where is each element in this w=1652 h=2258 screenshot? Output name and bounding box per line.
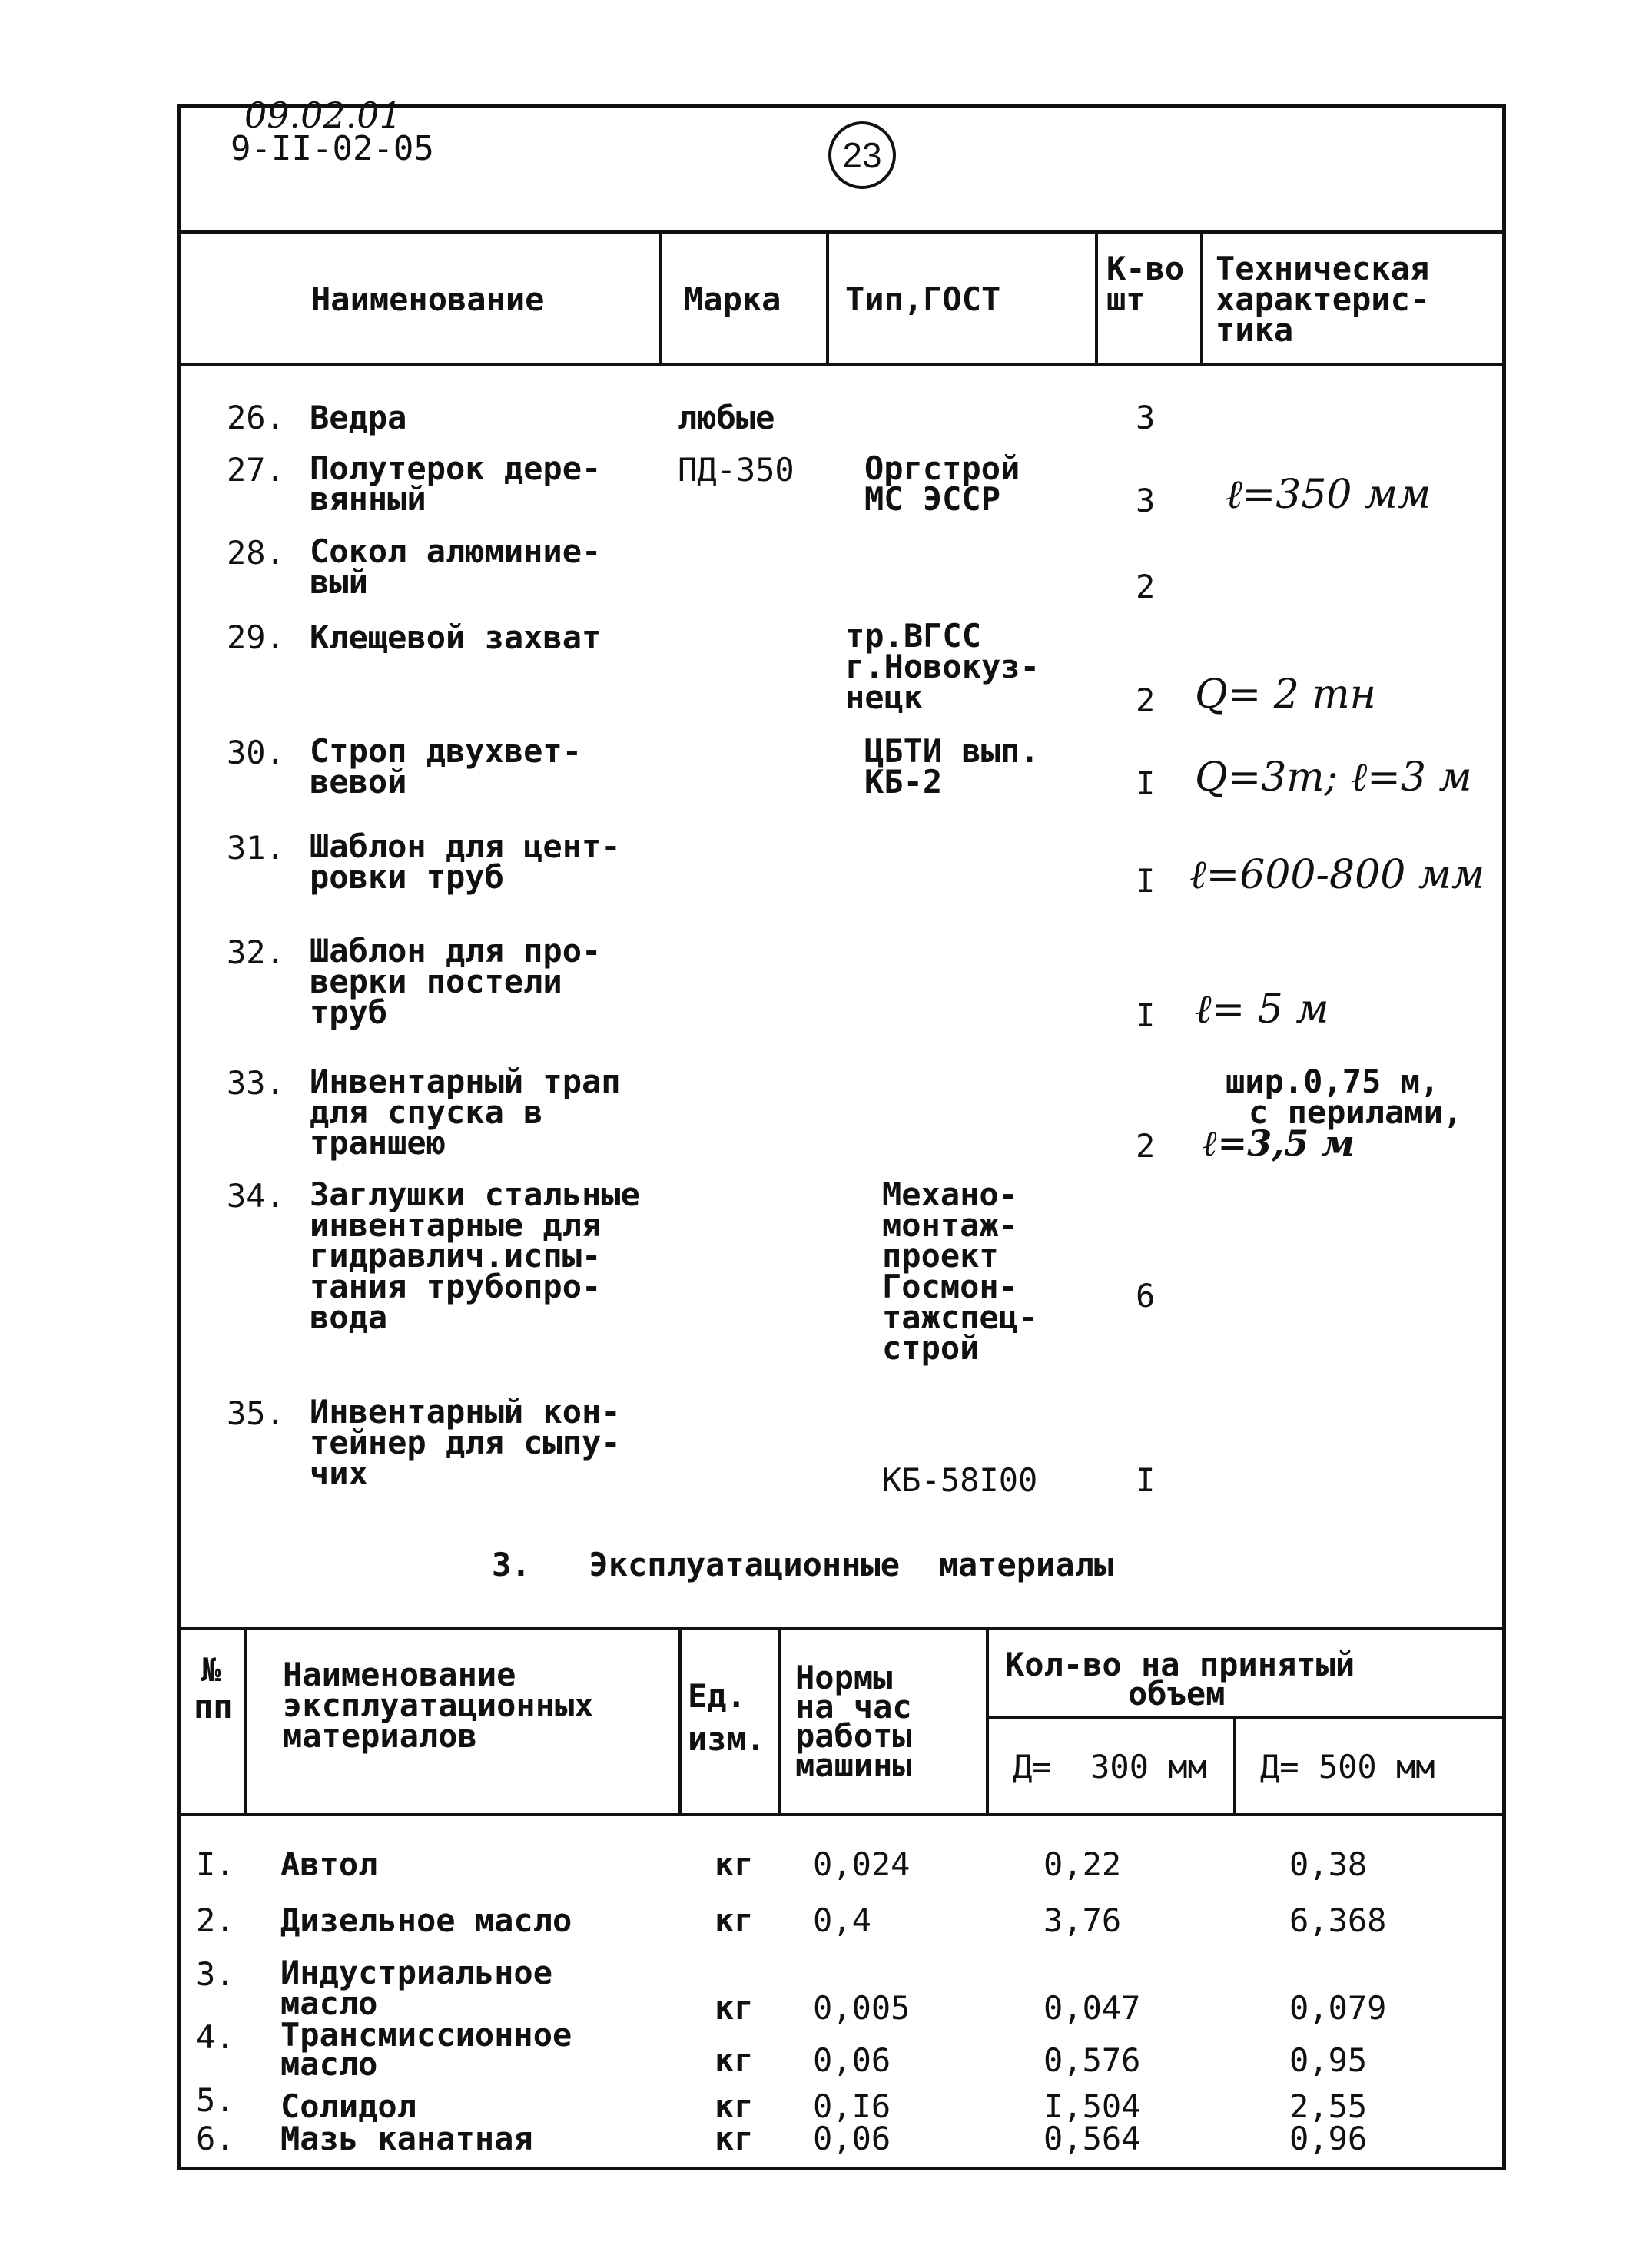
- header-mark: Марка: [684, 280, 781, 318]
- header-qty-line: К-во: [1106, 250, 1185, 287]
- row-number: 35.: [227, 1394, 285, 1432]
- t2-row-d500: 0,95: [1289, 2041, 1368, 2079]
- row-type-line: ЦБТИ вып.: [864, 732, 1040, 770]
- t2-row-d300: 0,047: [1043, 1989, 1141, 2027]
- t2-row-unit: кг: [715, 2087, 754, 2125]
- t2-row-num: 2.: [196, 1902, 235, 1939]
- row-name-line: для спуска в: [310, 1093, 543, 1131]
- t2-header-name: [283, 1656, 594, 1755]
- row-name: [310, 732, 582, 801]
- row-type: [864, 732, 1040, 801]
- row-type-line: КБ-2: [864, 763, 943, 801]
- t2-row-norm: 0,4: [813, 1902, 871, 1939]
- header-type: Тип,ГОСТ: [845, 280, 1001, 318]
- t2-header-d300: Д= 300 мм: [1013, 1748, 1207, 1786]
- row-name-line: траншею: [310, 1124, 446, 1162]
- table1-top-border: [177, 230, 1506, 234]
- t2-row-name: Солидол: [280, 2087, 417, 2125]
- row-mark: любые: [678, 399, 775, 436]
- row-name: [310, 449, 602, 518]
- table1-col-divider: [659, 230, 662, 366]
- row-type-line: Оргстрой: [864, 449, 1020, 487]
- document-code: 9-II-02-05: [231, 129, 434, 168]
- t2-header-norm-line: Нормы: [795, 1659, 893, 1696]
- row-type: [845, 617, 1040, 716]
- section-title: 3. Эксплуатационные материалы: [492, 1546, 1114, 1583]
- t2-row-d300: 0,564: [1043, 2120, 1141, 2157]
- row-name: [310, 1175, 640, 1336]
- row-type-line: г.Новокуз-: [845, 648, 1040, 685]
- t2-row-num: I.: [196, 1845, 235, 1883]
- row-name-line: Инвентарный трап: [310, 1063, 621, 1100]
- table2-header-split: [986, 1716, 1506, 1719]
- t2-row-name-line: Трансмиссионное: [280, 2016, 572, 2054]
- table2-col-divider: [678, 1627, 682, 1816]
- row-qty: I: [1136, 862, 1156, 900]
- row-name-line: Заглушки стальные: [310, 1175, 640, 1213]
- t2-header-qty: [1005, 1646, 1355, 1713]
- row-name-line: вый: [310, 563, 368, 601]
- row-number: 33.: [227, 1064, 285, 1102]
- t2-header-qty-line: объем: [1128, 1675, 1226, 1713]
- row-tech: Q= 2 тн: [1195, 671, 1376, 718]
- row-name-line: инвентарные для: [310, 1206, 602, 1244]
- t2-row-name: Дизельное масло: [280, 1902, 572, 1939]
- t2-row-unit: кг: [715, 1989, 754, 2027]
- t2-header-name-line: эксплуатационных: [283, 1686, 594, 1724]
- table1-col-divider: [826, 230, 829, 366]
- row-name-line: Строп двухвет-: [310, 732, 582, 770]
- t2-row-name: [280, 2016, 572, 2083]
- t2-row-norm: 0,024: [813, 1845, 911, 1883]
- row-qty: 2: [1136, 681, 1156, 719]
- row-name: Ведра: [310, 399, 407, 436]
- t2-row-name-line: Индустриальное: [280, 1954, 553, 1991]
- row-name-line: вода: [310, 1298, 388, 1336]
- row-tech-line: шир.0,75 м,: [1226, 1063, 1440, 1100]
- t2-row-norm: 0,I6: [813, 2087, 891, 2125]
- t2-row-d500: 0,38: [1289, 1845, 1368, 1883]
- t2-row-d300: 3,76: [1043, 1902, 1122, 1939]
- t2-row-d300: 0,576: [1043, 2041, 1141, 2079]
- row-qty: 2: [1136, 1127, 1156, 1165]
- row-type: [864, 449, 1020, 518]
- t2-header-name-line: Наименование: [283, 1656, 516, 1693]
- table1-header-bottom-border: [177, 363, 1506, 366]
- t2-header-name-line: материалов: [283, 1717, 477, 1755]
- t2-row-norm: 0,06: [813, 2041, 891, 2079]
- t2-header-norm-line: на час: [795, 1688, 912, 1726]
- t2-header-unit-line: изм.: [688, 1720, 766, 1758]
- row-qty: 2: [1136, 568, 1156, 605]
- row-qty: 3: [1136, 482, 1156, 519]
- t2-header-norm-line: работы: [795, 1717, 912, 1755]
- t2-row-num: 3.: [196, 1955, 235, 1993]
- t2-row-name-line: масло: [280, 2045, 378, 2083]
- t2-header-unit-line: Ед.: [688, 1677, 746, 1715]
- page-number: 23: [828, 121, 896, 189]
- row-name-line: Шаблон для цент-: [310, 827, 621, 865]
- row-name: Клещевой захват: [310, 618, 602, 656]
- row-tech: ℓ=600-800 мм: [1189, 852, 1485, 898]
- row-name: [310, 532, 602, 601]
- row-name: [310, 1393, 621, 1492]
- t2-row-num: 4.: [196, 2018, 235, 2056]
- row-qty: I: [1136, 996, 1156, 1034]
- t2-row-d500: 0,079: [1289, 1989, 1387, 2027]
- row-name-line: гидравлич.испы-: [310, 1237, 602, 1275]
- row-name: [310, 932, 602, 1031]
- row-number: 34.: [227, 1177, 285, 1215]
- row-type: [882, 1175, 1038, 1367]
- row-name-line: тейнер для сыпу-: [310, 1424, 621, 1461]
- row-type-line: нецк: [845, 678, 924, 716]
- t2-row-name-line: масло: [280, 1984, 378, 2022]
- row-name-line: верки постели: [310, 963, 562, 1000]
- row-name: [310, 1063, 621, 1162]
- t2-row-unit: кг: [715, 1902, 754, 1939]
- header-name: Наименование: [311, 280, 545, 318]
- table2-col-divider: [244, 1627, 247, 1816]
- row-type-line: Механо-: [882, 1175, 1019, 1213]
- row-tech: [1203, 1063, 1463, 1164]
- row-qty: I: [1136, 764, 1156, 802]
- row-name-line: ровки труб: [310, 858, 504, 896]
- header-qty-line: шт: [1106, 280, 1146, 318]
- t2-row-num: 5.: [196, 2081, 235, 2119]
- t2-row-norm: 0,06: [813, 2120, 891, 2157]
- t2-row-num: 6.: [196, 2120, 235, 2157]
- t2-header-d500: Д= 500 мм: [1260, 1748, 1435, 1786]
- row-type-line: строй: [882, 1329, 980, 1367]
- header-tech-line: Техническая: [1216, 250, 1430, 287]
- t2-row-unit: кг: [715, 1845, 754, 1883]
- t2-header-norm: [795, 1659, 912, 1784]
- table2-header-bottom-border: [177, 1813, 1506, 1816]
- t2-row-d500: 0,96: [1289, 2120, 1368, 2157]
- row-number: 28.: [227, 534, 285, 572]
- t2-row-d500: 2,55: [1289, 2087, 1368, 2125]
- t2-row-unit: кг: [715, 2120, 754, 2157]
- table1-col-divider: [1095, 230, 1098, 366]
- row-number: 29.: [227, 618, 285, 656]
- row-type: КБ-58I00: [882, 1461, 1038, 1499]
- t2-row-name: [280, 1954, 553, 2022]
- t2-header-unit: [688, 1675, 765, 1761]
- t2-header-qty-line: Кол-во на принятый: [1005, 1646, 1355, 1683]
- row-tech: Q=3т; ℓ=3 м: [1195, 754, 1472, 801]
- header-qty: [1106, 250, 1185, 318]
- header-tech-line: тика: [1216, 311, 1294, 349]
- row-name-line: тания трубопро-: [310, 1268, 602, 1305]
- row-type-line: МС ЭССР: [864, 480, 1001, 518]
- row-number: 30.: [227, 734, 285, 771]
- row-name-line: вянный: [310, 480, 426, 518]
- t2-header-num-line: №: [201, 1651, 221, 1689]
- t2-row-unit: кг: [715, 2041, 754, 2079]
- table2-col-divider: [778, 1627, 781, 1816]
- row-name-line: вевой: [310, 763, 407, 801]
- t2-row-name: Мазь канатная: [280, 2120, 533, 2157]
- t2-header-num-line: пп: [194, 1688, 233, 1726]
- row-name-line: чих: [310, 1454, 368, 1492]
- row-type-line: тр.ВГСС: [845, 617, 982, 655]
- handwritten-code: 09.02.01: [244, 94, 402, 136]
- row-tech: ℓ= 5 м: [1195, 986, 1329, 1033]
- row-tech-line: ℓ=3,5 м: [1203, 1122, 1355, 1164]
- row-mark: ПД-350: [678, 451, 794, 489]
- row-number: 31.: [227, 829, 285, 867]
- row-qty: 6: [1136, 1277, 1156, 1315]
- t2-header-norm-line: машины: [795, 1746, 912, 1784]
- row-number: 32.: [227, 933, 285, 971]
- table2-col-divider: [986, 1627, 989, 1816]
- header-tech: [1216, 250, 1430, 349]
- row-type-line: тажспец-: [882, 1298, 1038, 1336]
- t2-row-name: Автол: [280, 1845, 378, 1883]
- row-name-line: Полутерок дере-: [310, 449, 602, 487]
- row-type-line: Госмон-: [882, 1268, 1019, 1305]
- row-name-line: Шаблон для про-: [310, 932, 602, 970]
- row-tech-line: с перилами,: [1249, 1093, 1463, 1131]
- row-name-line: труб: [310, 993, 388, 1031]
- t2-row-d500: 6,368: [1289, 1902, 1387, 1939]
- row-type-line: проект: [882, 1237, 999, 1275]
- row-qty: I: [1136, 1461, 1156, 1499]
- row-tech: ℓ=350 мм: [1226, 472, 1431, 518]
- t2-row-d300: I,504: [1043, 2087, 1141, 2125]
- row-number: 26.: [227, 399, 285, 436]
- row-type-line: монтаж-: [882, 1206, 1019, 1244]
- row-number: 27.: [227, 451, 285, 489]
- table2-top-border: [177, 1627, 1506, 1630]
- t2-header-num: [194, 1651, 233, 1726]
- row-name-line: Сокол алюминие-: [310, 532, 602, 570]
- row-name: [310, 827, 621, 896]
- t2-row-d300: 0,22: [1043, 1845, 1122, 1883]
- row-qty: 3: [1136, 399, 1156, 436]
- table2-col-divider: [1233, 1716, 1236, 1816]
- header-tech-line: характерис-: [1216, 280, 1430, 318]
- table1-col-divider: [1200, 230, 1203, 366]
- row-name-line: Инвентарный кон-: [310, 1393, 621, 1431]
- t2-row-norm: 0,005: [813, 1989, 911, 2027]
